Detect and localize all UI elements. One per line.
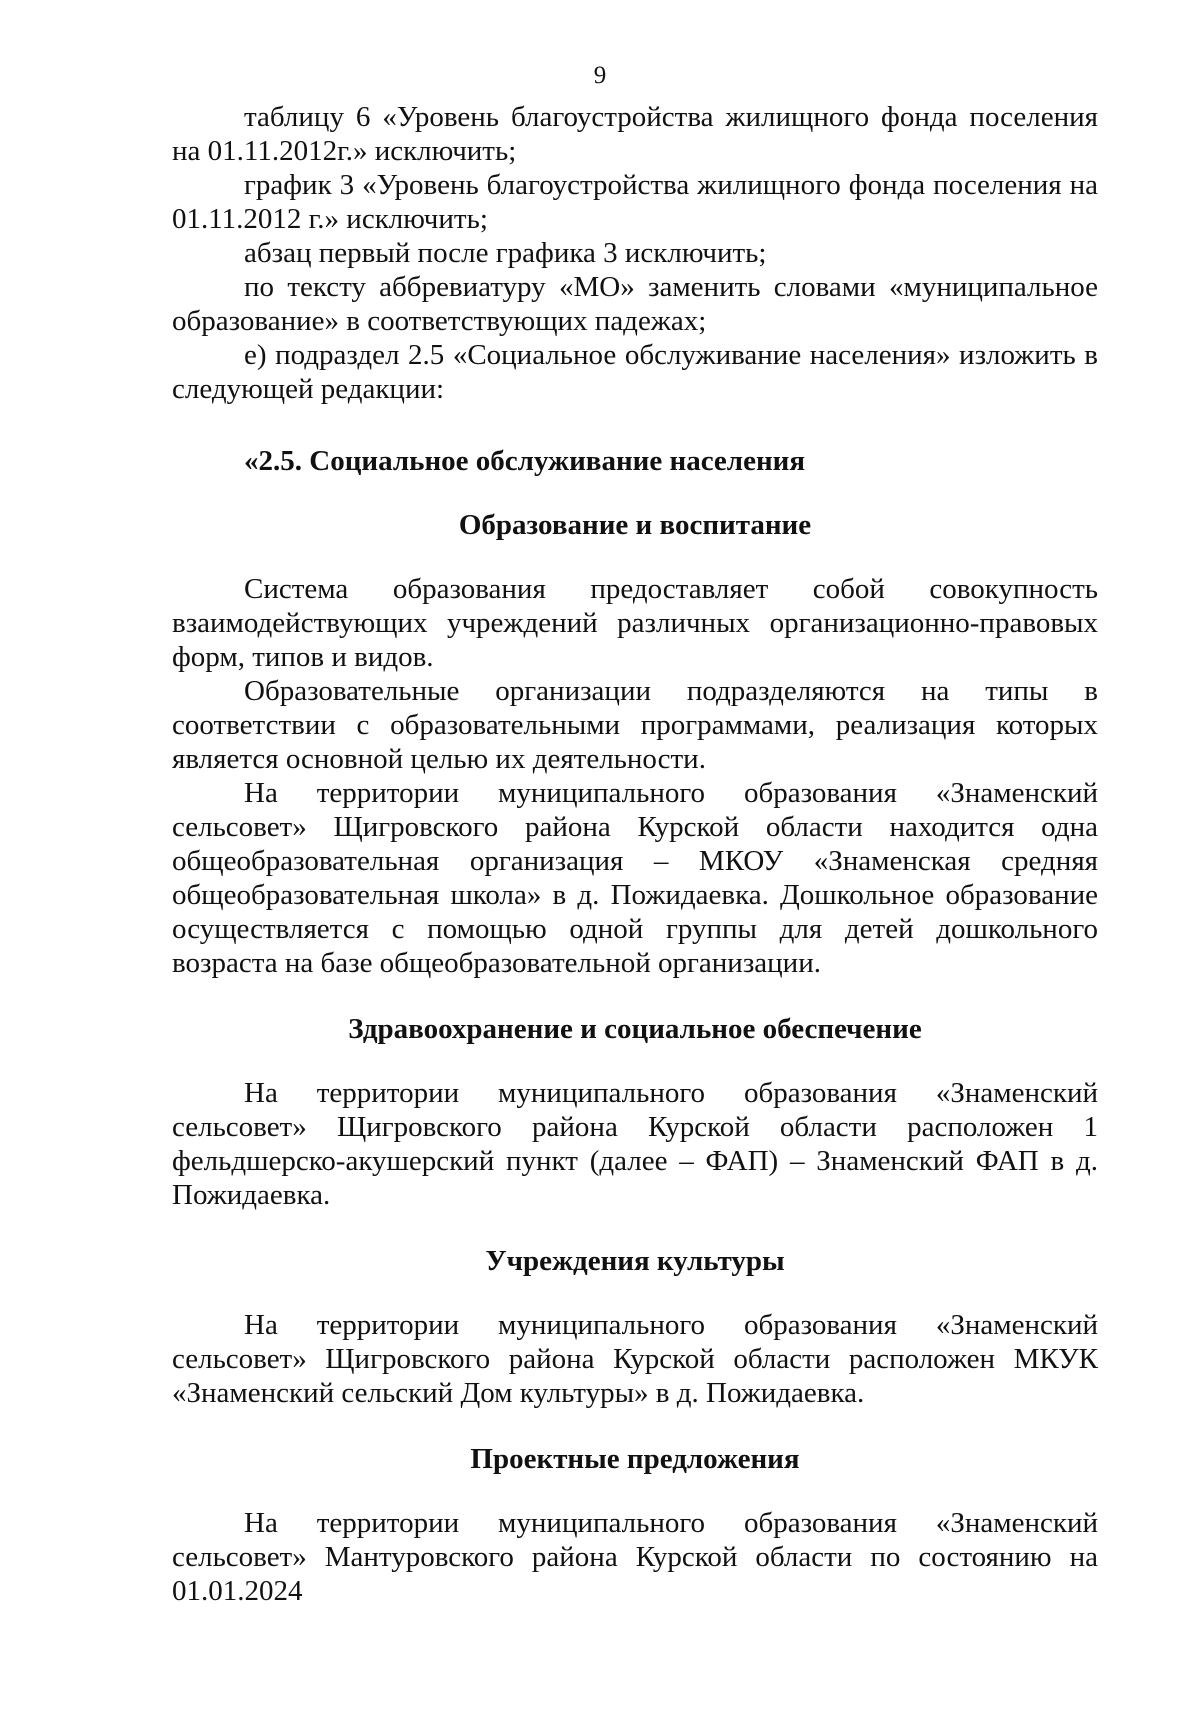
spacer [172, 542, 1098, 572]
intro-paragraph-5: е) подраздел 2.5 «Социальное обслуживание населения» изложить в следующей редакции: [172, 339, 1098, 405]
intro-paragraph-2: график 3 «Уровень благоустройства жилищного фонда поселения на 01.11.2012 г.» исключить; [172, 169, 1098, 235]
intro-paragraph-1: таблицу 6 «Уровень благоустройства жилищного фонда поселения на 01.11.2012г.» исключить; [172, 101, 1098, 167]
spacer [172, 1212, 1098, 1244]
culture-heading: Учреждения культуры [485, 1245, 785, 1277]
spacer [172, 478, 1098, 508]
spacer [172, 980, 1098, 1012]
intro-paragraph-3: абзац первый после графика 3 исключить; [244, 237, 767, 269]
spacer [172, 406, 1098, 444]
intro-paragraph-4: по тексту аббревиатуру «МО» заменить словами «муниципальное образование» в соответствующих падежах; [172, 271, 1098, 337]
section-title: «2.5. Социальное обслуживание населения [244, 445, 806, 477]
culture-paragraph-1: На территории муниципального образования «Знаменский сельсовет» Щигровского района Курской области расположен МКУК «Знаменский сельский Дом культуры» в д. Пожидаевка. [172, 1309, 1098, 1409]
education-paragraph-2: Образовательные организации подразделяются на типы в соответствии с образовательными программами, реализация которых является основной целью их деятельности. [172, 675, 1098, 775]
page-number: 9 [593, 62, 607, 89]
education-paragraph-1: Система образования предоставляет собой совокупность взаимодействующих учреждений различных организационно-правовых форм, типов и видов. [172, 573, 1098, 673]
spacer [172, 1046, 1098, 1076]
education-heading: Образование и воспитание [458, 509, 812, 541]
education-paragraph-3: На территории муниципального образования «Знаменский сельсовет» Щигровского района Курской области находится одна общеобразовательная организация – МКОУ «Знаменская средняя общеобразовательная школа» в д. Пожидаевка. Дошкольное образование осуществляется с помощью одной группы для детей дошкольного возраста на базе общеобразовательной организации. [172, 777, 1098, 979]
health-paragraph-1: На территории муниципального образования «Знаменский сельсовет» Щигровского района Курской области расположен 1 фельдшерско-акушерский пункт (далее – ФАП) – Знаменский ФАП в д. Пожидаевка. [172, 1077, 1098, 1211]
health-heading: Здравоохранение и социальное обеспечение [348, 1013, 922, 1045]
proposals-heading: Проектные предложения [470, 1443, 800, 1475]
spacer [172, 1476, 1098, 1506]
proposals-paragraph-1: На территории муниципального образования «Знаменский сельсовет» Мантуровского района Курской области по состоянию на 01.01.2024 [172, 1507, 1098, 1607]
spacer [172, 1278, 1098, 1308]
spacer [172, 1410, 1098, 1442]
document-body [172, 100, 1098, 1608]
